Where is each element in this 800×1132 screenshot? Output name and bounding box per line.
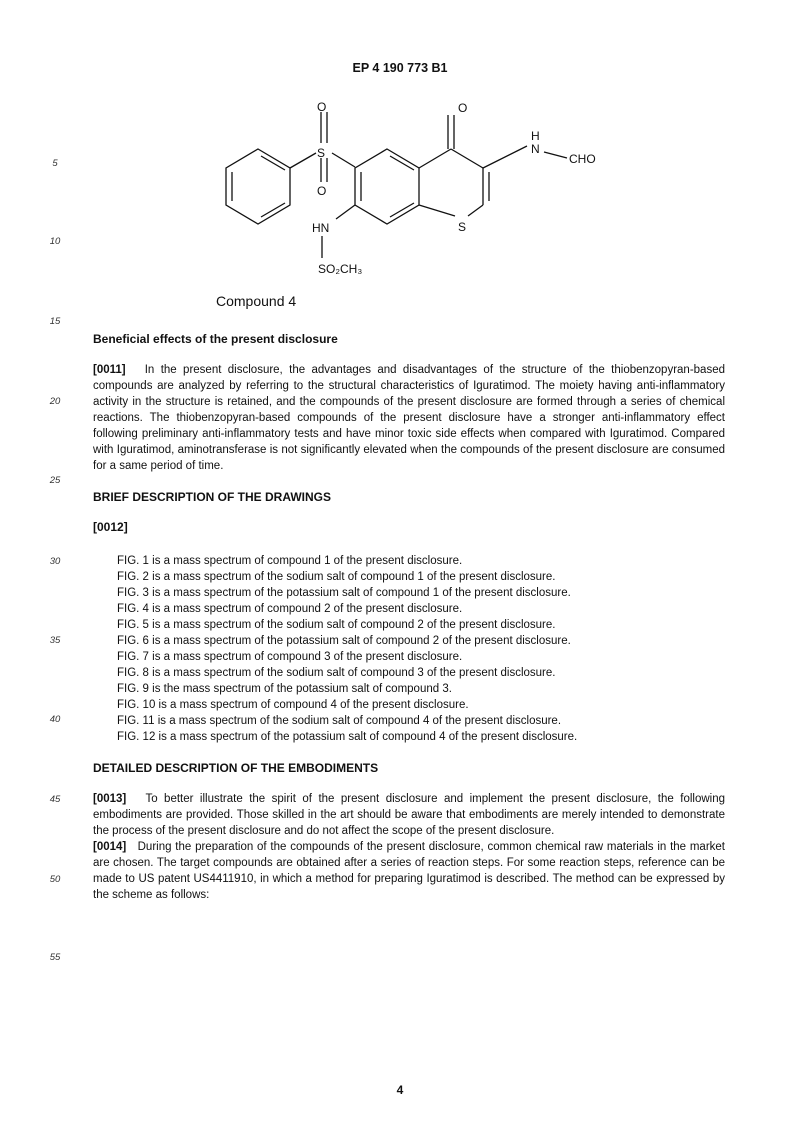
list-item: FIG. 11 is a mass spectrum of the sodium salt of compound 4 of the present disclosure. [117, 715, 562, 727]
list-item: FIG. 6 is a mass spectrum of the potassium salt of compound 2 of the present disclosure. [117, 635, 571, 647]
structure-caption: Compound 4 [216, 293, 297, 309]
atom-oxygen: O [458, 101, 468, 115]
section-heading: DETAILED DESCRIPTION OF THE EMBODIMENTS [93, 761, 379, 775]
list-item: FIG. 10 is a mass spectrum of compound 4 of the present disclosure. [117, 699, 469, 711]
line-number: 20 [49, 396, 61, 407]
page-number: 4 [396, 1083, 404, 1097]
paragraph-number: [0012] [93, 520, 128, 534]
line-number: 40 [49, 714, 61, 725]
list-item: FIG. 9 is the mass spectrum of the potassium salt of compound 3. [117, 683, 452, 695]
list-item: FIG. 1 is a mass spectrum of compound 1 of the present disclosure. [117, 555, 463, 567]
atom-oxygen: O [317, 184, 327, 198]
paragraph-text: In the present disclosure, the advantages and disadvantages of the structure of the thiobenzopyran-based compounds are analyzed by referring to the structural characteristics of Iguratimod. The moiety having anti-inflammatory activity in the structure is retained, and the compounds of the present disclosure are formed through a series of chemical reactions. The thiobenzopyran-based compounds of the present disclosure have a stronger anti-inflammatory effect following preliminary anti-inflammatory tests and have minor toxic side effects when compared with Iguratimod. Compared with Iguratimod, aminotransferase is not significantly elevated when the compounds of the present disclosure are consumed for a same period of time. [93, 364, 725, 472]
methylsulfonyl-group: SO₂CH₃ [318, 262, 363, 276]
atom-sulfur: S [458, 220, 467, 234]
list-item: FIG. 7 is a mass spectrum of compound 3 of the present disclosure. [117, 651, 463, 663]
line-number: 35 [49, 635, 61, 646]
paragraph-0014 [93, 839, 725, 903]
line-number: 5 [52, 158, 58, 169]
list-item: FIG. 12 is a mass spectrum of the potassium salt of compound 4 of the present disclosure. [117, 731, 578, 743]
atom-hydrogen: H [531, 129, 540, 143]
line-number: 55 [49, 952, 61, 963]
line-number: 25 [49, 475, 61, 486]
section-heading: Beneficial effects of the present disclosure [93, 332, 338, 346]
paragraph-number: [0011] [93, 364, 126, 376]
line-number: 50 [49, 874, 61, 885]
figure-list [117, 553, 577, 745]
list-item: FIG. 3 is a mass spectrum of the potassium salt of compound 1 of the present disclosure. [117, 587, 571, 599]
list-item: FIG. 8 is a mass spectrum of the sodium salt of compound 3 of the present disclosure. [117, 667, 556, 679]
list-item: FIG. 5 is a mass spectrum of the sodium salt of compound 2 of the present disclosure. [117, 619, 556, 631]
list-item: FIG. 2 is a mass spectrum of the sodium salt of compound 1 of the present disclosure. [117, 571, 556, 583]
paragraph-text: During the preparation of the compounds of the present disclosure, common chemical raw materials in the market are chosen. The target compounds are obtained after a series of reaction steps. For some reaction steps, reference can be made to US patent US4411910, in which a method for preparing Iguratimod is described. The method can be expressed by the scheme as follows: [93, 841, 725, 901]
line-number: 15 [49, 316, 61, 327]
paragraph-0013 [93, 791, 725, 839]
document-header: EP 4 190 773 B1 [352, 61, 448, 75]
line-number: 30 [49, 556, 61, 567]
formyl-group: CHO [569, 152, 596, 166]
atom-oxygen: O [317, 100, 327, 114]
paragraph-0011 [93, 362, 725, 474]
atom-sulfur: S [317, 146, 326, 160]
atom-nitrogen: N [531, 142, 540, 156]
amine-group: HN [312, 221, 330, 235]
paragraph-number: [0013] [93, 793, 127, 805]
compound-4-structure [0, 0, 800, 300]
paragraph-number: [0014] [93, 841, 127, 853]
paragraph-text: To better illustrate the spirit of the present disclosure and implement the present disclosure, the following embodiments are provided. Those skilled in the art should be aware that embodiments are merely intended to demonstrate the process of the present disclosure and do not affect the scope of the present disclosure. [93, 793, 725, 837]
line-number: 10 [49, 236, 61, 247]
section-heading: BRIEF DESCRIPTION OF THE DRAWINGS [93, 490, 332, 504]
list-item: FIG. 4 is a mass spectrum of compound 2 of the present disclosure. [117, 603, 463, 615]
line-number: 45 [49, 794, 61, 805]
